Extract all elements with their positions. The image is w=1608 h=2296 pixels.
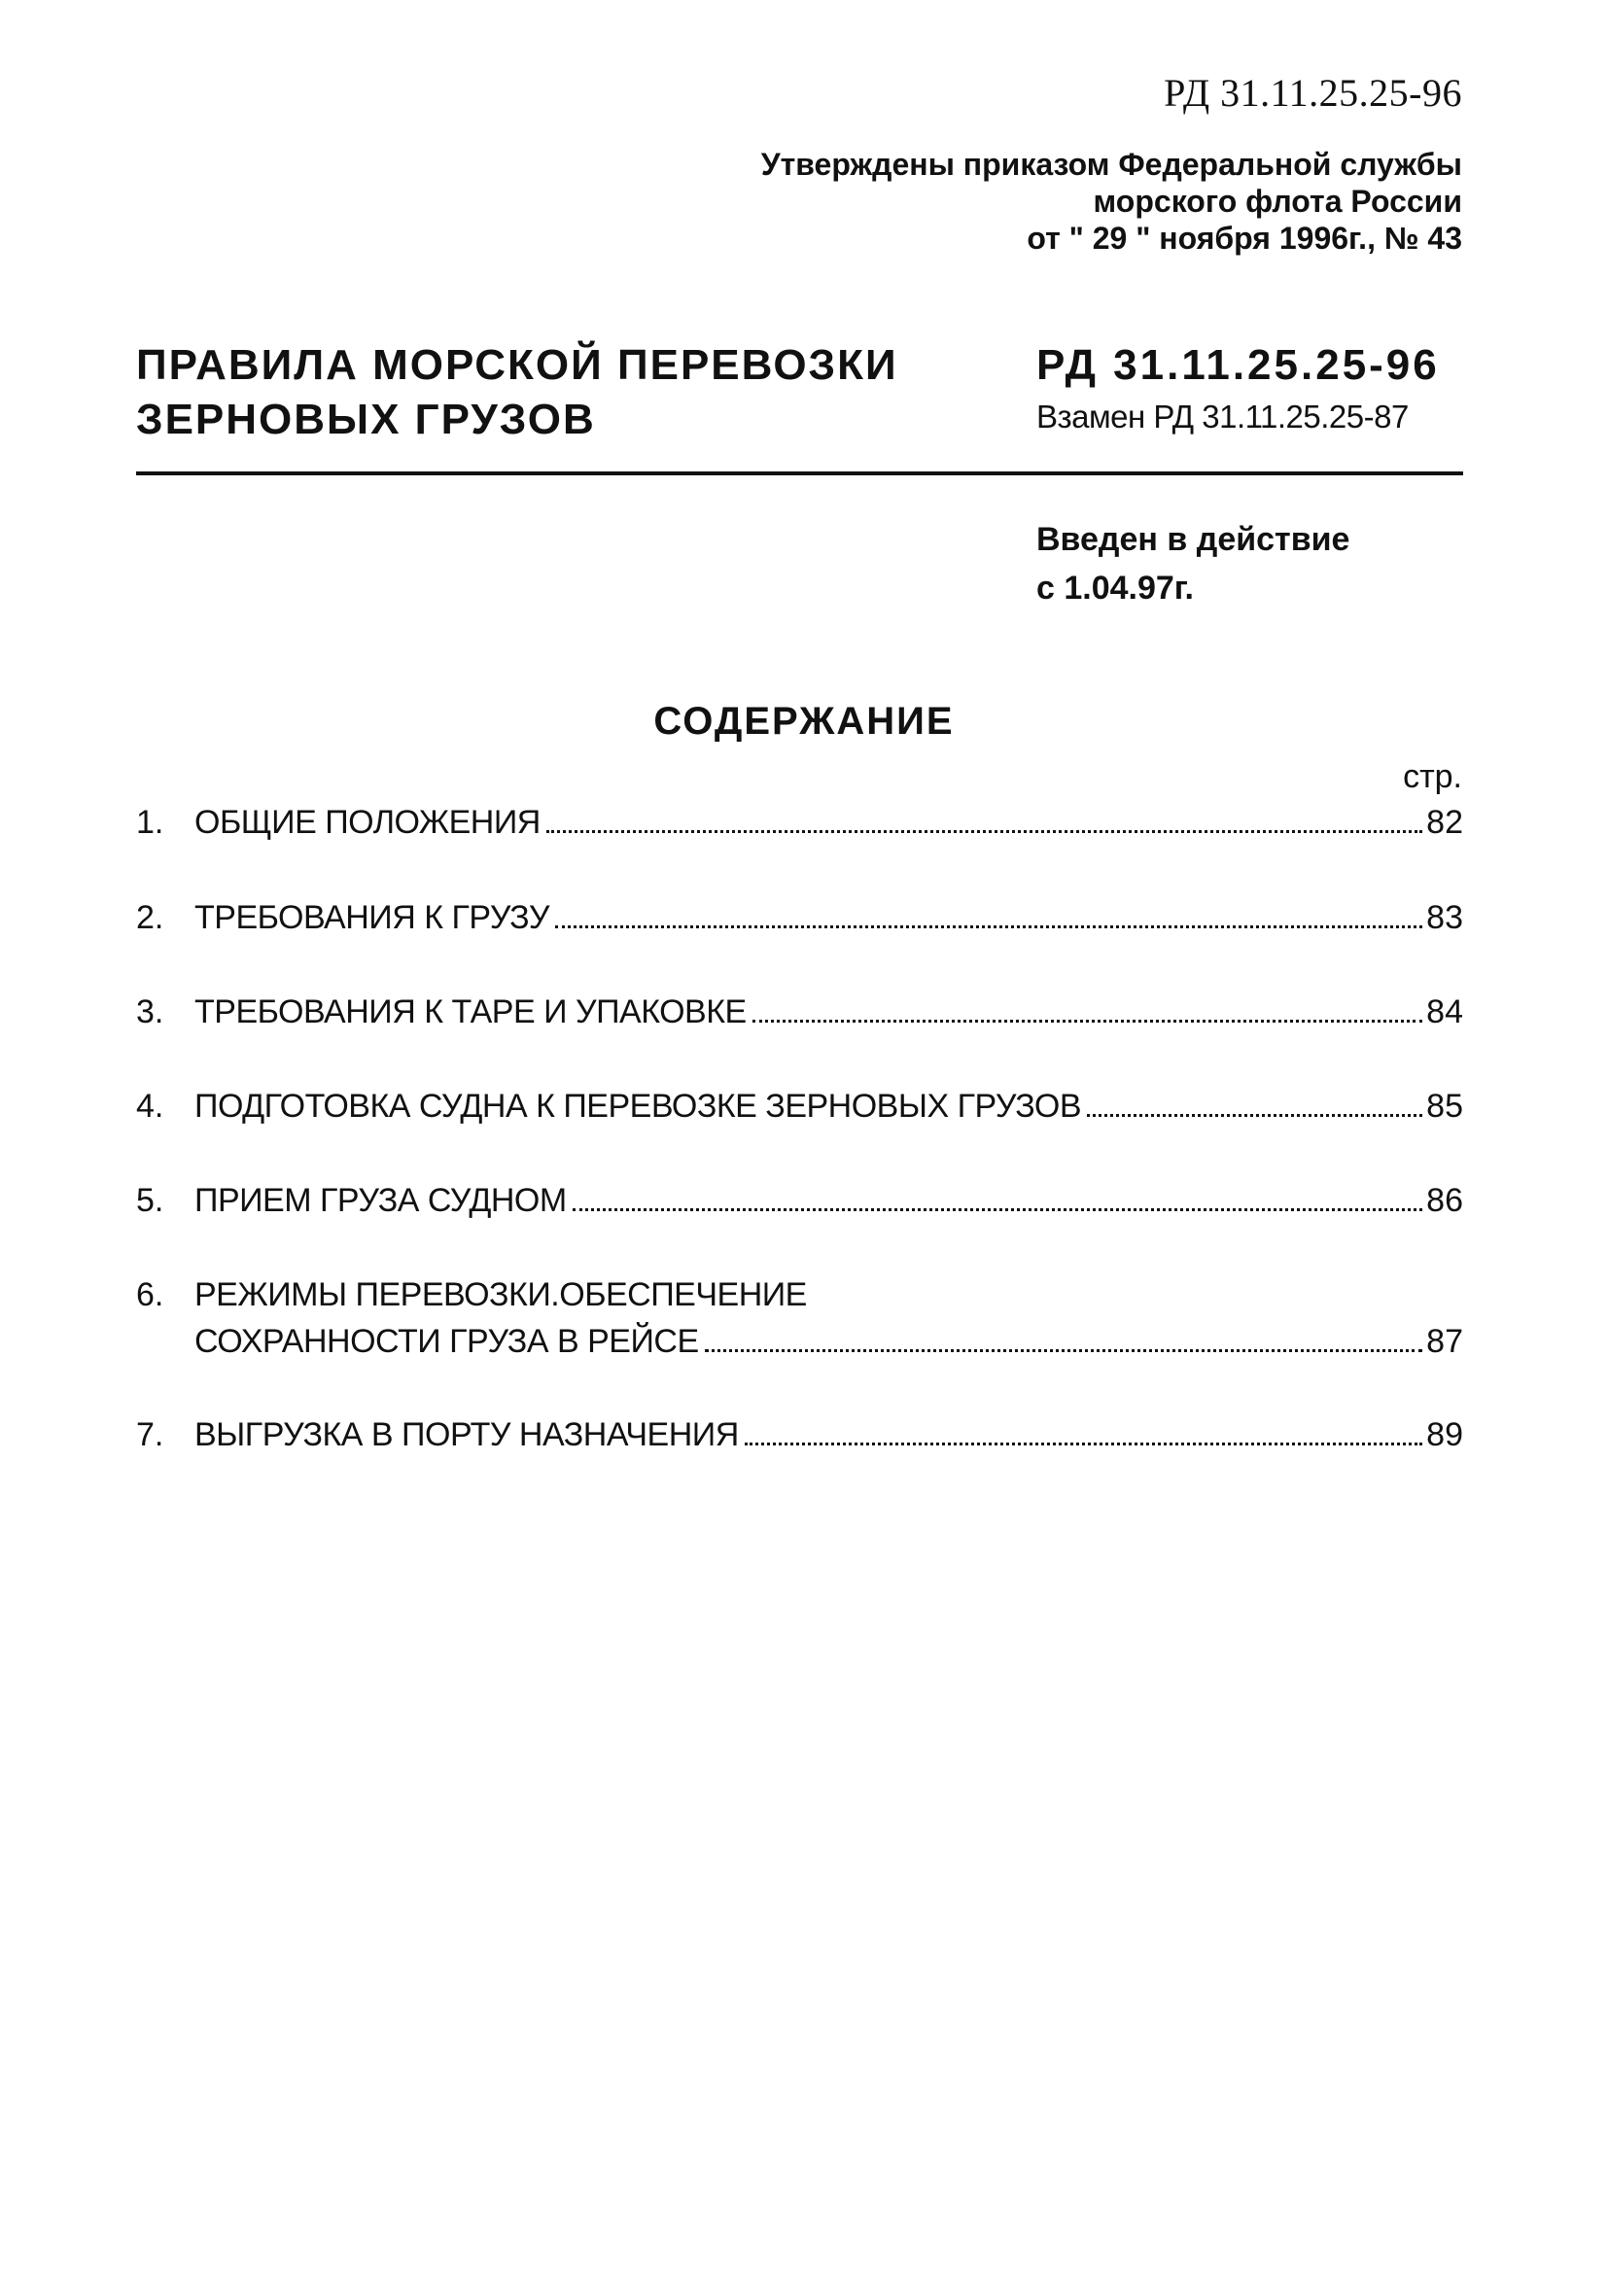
dot-leader [555,925,1422,928]
toc-item[interactable] [136,894,1463,941]
effective-line: с 1.04.97г. [1036,570,1194,607]
header-doc-code: РД 31.11.25.25-96 [1164,71,1462,115]
toc-item-title: ПРИЕМ ГРУЗА СУДНОМ [194,1182,567,1219]
toc-item-title-continued: СОХРАННОСТИ ГРУЗА В РЕЙСЕ [194,1323,699,1360]
toc-item[interactable] [136,1177,1463,1224]
document-title [136,338,898,447]
replaces-note: Взамен РД 31.11.25.25-87 [1036,399,1409,435]
toc-item[interactable] [136,1271,1463,1365]
toc-item-page: 86 [1426,1182,1463,1219]
dot-leader [745,1443,1422,1445]
dot-leader [752,1020,1422,1023]
document-code: РД 31.11.25.25-96 [1036,341,1440,389]
horizontal-rule [136,471,1463,475]
toc-item-number: 5. [136,1182,164,1219]
toc-item-title: ВЫГРУЗКА В ПОРТУ НАЗНАЧЕНИЯ [194,1416,739,1453]
toc-item-number: 4. [136,1088,164,1125]
toc-item-number: 2. [136,899,164,936]
effective-line: Введен в действие [1036,521,1350,558]
title-line: ЗЕРНОВЫХ ГРУЗОВ [136,396,596,443]
toc-item-number: 7. [136,1416,164,1453]
dot-leader [705,1349,1423,1352]
toc-item-title: ТРЕБОВАНИЯ К ГРУЗУ [194,899,549,936]
toc-item[interactable] [136,1083,1463,1130]
approval-line: Утверждены приказом Федеральной службы [760,147,1462,182]
toc-item[interactable] [136,989,1463,1035]
toc-item-number: 6. [136,1276,164,1313]
toc-item-title: ПОДГОТОВКА СУДНА К ПЕРЕВОЗКЕ ЗЕРНОВЫХ ГРУЗОВ [194,1088,1082,1125]
dot-leader [546,830,1422,833]
toc-item-title: ОБЩИЕ ПОЛОЖЕНИЯ [194,804,541,841]
approval-note [761,146,1462,257]
toc-item-page: 85 [1426,1088,1463,1125]
toc-item-page: 84 [1426,993,1463,1030]
toc-item-title: РЕЖИМЫ ПЕРЕВОЗКИ.ОБЕСПЕЧЕНИЕ [194,1276,807,1313]
code-block [1036,338,1440,441]
toc-item-page: 89 [1426,1416,1463,1453]
toc-item[interactable] [136,1411,1463,1458]
dot-leader [1087,1114,1422,1117]
toc-item-title: ТРЕБОВАНИЯ К ТАРЕ И УПАКОВКЕ [194,993,747,1030]
toc-item-number: 3. [136,993,164,1030]
effective-date-note [1036,515,1349,612]
toc-item-page: 82 [1426,804,1463,841]
contents-heading: СОДЕРЖАНИЕ [653,700,955,743]
page-column-label: стр. [1403,758,1462,795]
toc-item-page: 87 [1426,1323,1463,1360]
title-line: ПРАВИЛА МОРСКОЙ ПЕРЕВОЗКИ [136,341,898,389]
toc-item[interactable] [136,799,1463,846]
approval-line: морского флота России [1093,184,1462,219]
toc-item-page: 83 [1426,899,1463,936]
dot-leader [573,1208,1422,1211]
approval-line: от " 29 " ноября 1996г., № 43 [1027,221,1462,256]
toc-item-number: 1. [136,804,164,841]
